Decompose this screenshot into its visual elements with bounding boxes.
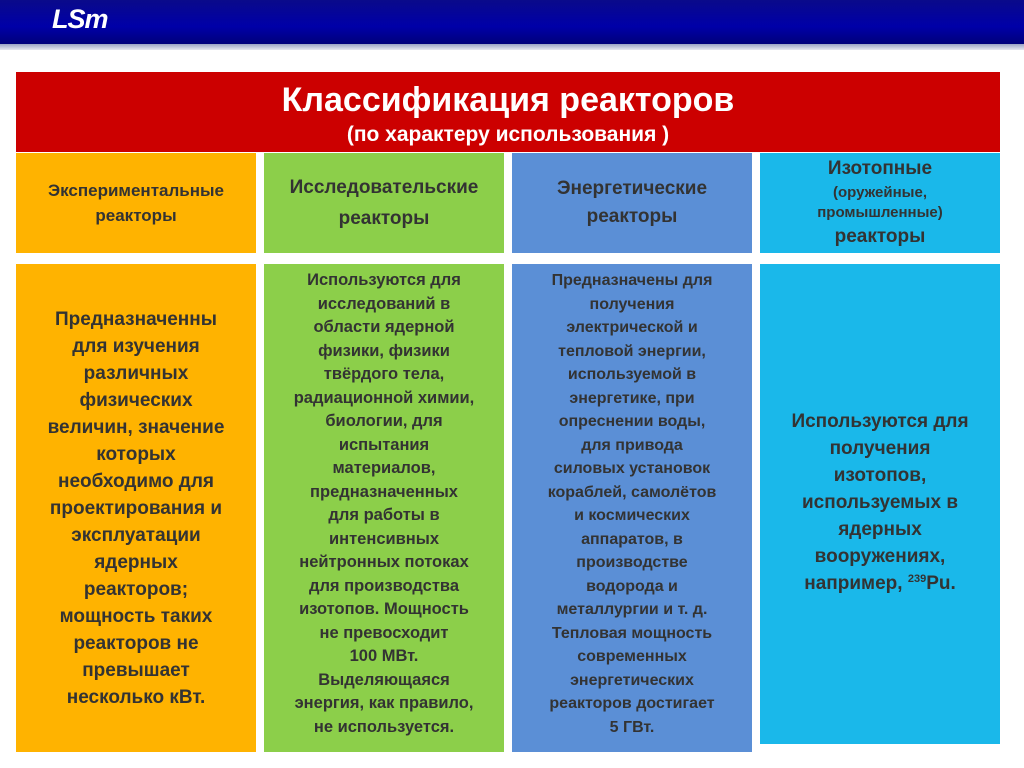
text-line: физики, физики xyxy=(318,341,450,360)
text-line: Выделяющаяся xyxy=(318,670,450,689)
text-line: твёрдого тела, xyxy=(323,365,445,383)
research-description xyxy=(264,264,504,752)
text-line: которых xyxy=(96,444,176,465)
text-line: Предназначены для xyxy=(551,272,713,289)
text-line: используемой в xyxy=(567,366,697,383)
text-line: величин, значение xyxy=(47,417,225,438)
text-line: исследований в xyxy=(317,294,451,313)
power-heading xyxy=(512,153,752,253)
text-line: силовых установок xyxy=(553,460,711,477)
text-line: превышает xyxy=(82,660,190,681)
text-line: энергия, как правило, xyxy=(294,694,474,712)
text-line: современных xyxy=(577,648,687,665)
text-line: испытания xyxy=(338,435,430,454)
top-banner xyxy=(0,0,1024,44)
heading-line: реакторы xyxy=(338,208,430,229)
text-line: Тепловая мощность xyxy=(551,624,713,642)
heading-subtext: промышленные) xyxy=(817,204,943,221)
text-line: изотопов, xyxy=(833,465,927,486)
text-line: не превосходит xyxy=(319,623,449,642)
text-line: кораблей, самолётов xyxy=(547,483,717,501)
text-line: для привода xyxy=(581,436,683,454)
text-line: мощность таких xyxy=(59,606,213,627)
text-line: водорода и xyxy=(586,577,678,595)
text-line: Используются для xyxy=(791,411,969,432)
text-line: для производства xyxy=(308,576,460,595)
power-description xyxy=(512,264,752,752)
isotope-description xyxy=(760,264,1000,744)
heading-line: реакторы xyxy=(586,206,678,227)
heading-line: Исследовательские xyxy=(289,177,479,198)
text-line: радиационной химии, xyxy=(293,388,475,407)
text-line-example xyxy=(760,570,1000,597)
text-line: физических xyxy=(79,390,193,411)
heading-line: Экспериментальные xyxy=(48,181,224,200)
page-subtitle: (по характеру использования ) xyxy=(346,123,670,146)
text-line: аппаратов, в xyxy=(581,530,683,548)
text-line: энергетических xyxy=(570,671,694,689)
text-line: реакторов не xyxy=(73,633,199,654)
title-box xyxy=(16,72,1000,152)
text-line: не используется. xyxy=(313,717,455,736)
isotope-mass-number: 239 xyxy=(907,573,927,585)
text-line: тепловой энергии, xyxy=(558,342,706,360)
text-line: для работы в xyxy=(328,506,440,524)
text-line: предназначенных xyxy=(310,482,458,501)
logo: LSm xyxy=(52,4,108,34)
text-line: необходимо для xyxy=(57,471,214,492)
heading-line: Изотопные xyxy=(827,158,933,179)
text-line: электрической и xyxy=(566,319,698,336)
text-line: используемых в xyxy=(801,492,959,513)
text-line: реакторов; xyxy=(83,579,189,600)
text-line: энергетике, при xyxy=(569,389,695,407)
isotope-heading xyxy=(760,153,1000,253)
experimental-description xyxy=(16,264,256,752)
text-line: опреснении воды, xyxy=(558,413,706,430)
text-line: несколько кВт. xyxy=(66,687,206,708)
heading-line: реакторы xyxy=(834,226,926,247)
text-line: и космических xyxy=(574,507,690,524)
text-line: для изучения xyxy=(72,336,200,357)
text-line: интенсивных xyxy=(328,529,440,548)
text-line: Используются для xyxy=(307,271,461,289)
text-line: нейтронных потоках xyxy=(299,553,469,571)
isotope-symbol: Pu. xyxy=(926,573,956,594)
text-line: Предназначенны xyxy=(55,309,217,330)
text-line: различных xyxy=(83,363,189,384)
text-line: 100 МВт. xyxy=(349,647,419,665)
text-line: металлургии и т. д. xyxy=(556,601,708,618)
text-line: биологии, для xyxy=(325,412,443,430)
text-line: ядерных xyxy=(94,552,178,573)
text-line: эксплуатации xyxy=(71,525,201,546)
text-line: реакторов достигает xyxy=(549,695,715,712)
text-line: производстве xyxy=(576,554,688,571)
text-line: проектирования и xyxy=(49,498,223,519)
banner-divider xyxy=(0,44,1024,50)
text-line: получения xyxy=(589,295,675,313)
research-heading xyxy=(264,153,504,253)
heading-line: Энергетические xyxy=(556,178,708,199)
experimental-heading xyxy=(16,153,256,253)
text-line: вооружениях, xyxy=(814,546,946,567)
heading-subtext: (оружейные, xyxy=(832,184,927,201)
page-title: Классификация реакторов xyxy=(281,81,735,119)
text-line: получения xyxy=(829,438,931,459)
text-line: материалов, xyxy=(332,459,436,477)
text-line: ядерных xyxy=(838,519,922,540)
text-line: изотопов. Мощность xyxy=(299,600,469,618)
example-prefix: например, xyxy=(804,573,908,594)
text-line: 5 ГВт. xyxy=(609,718,655,736)
text-line: области ядерной xyxy=(313,318,455,336)
heading-line: реакторы xyxy=(95,206,177,225)
